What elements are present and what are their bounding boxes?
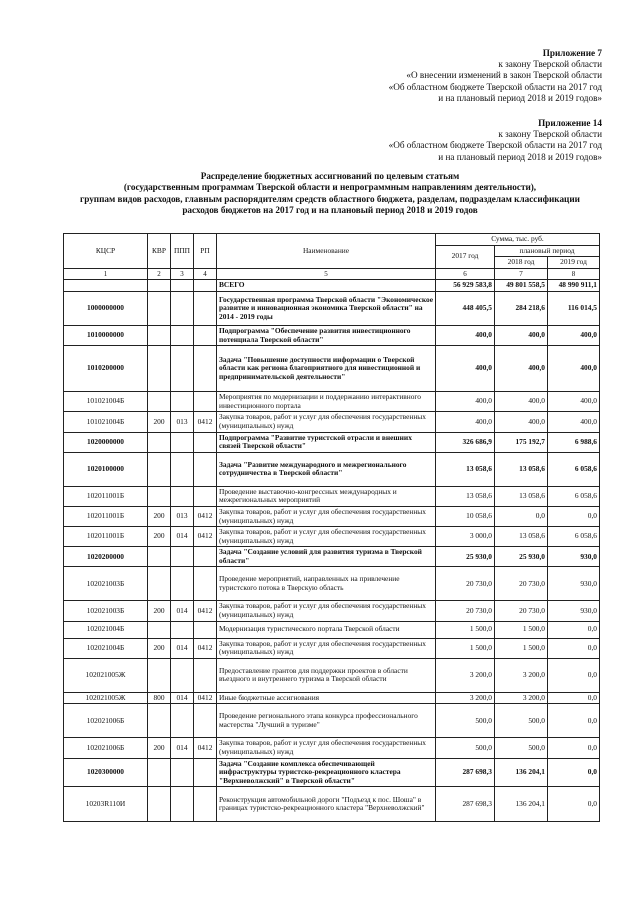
kcsr-cell: 1020100000 — [64, 452, 148, 486]
kcsr-cell: 102021003Б — [64, 567, 148, 601]
kcsr-cell: 102021006Б — [64, 738, 148, 758]
column-number: 2 — [148, 268, 171, 280]
kcsr-cell: 1020000000 — [64, 432, 148, 452]
name-cell: Подпрограмма "Обеспечение развития инвестиционного потенциала Тверской области" — [217, 325, 436, 345]
table-body — [64, 280, 600, 822]
amount-2019-cell: 930,0 — [548, 601, 600, 621]
kvr-cell — [148, 758, 171, 787]
kvr-cell — [148, 567, 171, 601]
amount-2018-cell: 400,0 — [495, 346, 548, 392]
ppp-cell — [171, 452, 194, 486]
kcsr-cell: 102021005Ж — [64, 658, 148, 692]
name-cell: Государственная программа Тверской области "Экономическое развитие и инновационная экономика Тверской области" на 2014 - 2019 годы — [217, 291, 436, 325]
amount-2017-cell: 500,0 — [436, 704, 495, 738]
kcsr-cell: 1010200000 — [64, 346, 148, 392]
budget-table — [63, 233, 600, 822]
annex-14-line: к закону Тверской области — [498, 129, 602, 140]
kvr-cell: 200 — [148, 412, 171, 432]
kvr-cell — [148, 291, 171, 325]
amount-2017-cell: 326 686,9 — [436, 432, 495, 452]
amount-2019-cell: 0,0 — [548, 704, 600, 738]
title-line: Распределение бюджетных ассигнований по целевым статьям — [200, 171, 460, 181]
column-number: 1 — [64, 268, 148, 280]
amount-2018-cell: 25 930,0 — [495, 547, 548, 567]
amount-2019-cell: 930,0 — [548, 547, 600, 567]
ppp-cell — [171, 787, 194, 822]
name-cell: Задача "Развитие международного и межрегионального сотрудничества в Тверской области" — [217, 452, 436, 486]
name-cell: Задача "Создание комплекса обеспечивающей инфраструктуры туристско-рекреационного кластера "Верхневолжский" в Тверской области" — [217, 758, 436, 787]
name-cell: Проведение регионального этапа конкурса профессионального мастерства "Лучший в туризме" — [217, 704, 436, 738]
rp-cell — [194, 486, 217, 506]
name-cell: Проведение мероприятий, направленных на привлечение туристского потока в Тверскую область — [217, 567, 436, 601]
table-row — [64, 621, 600, 638]
kcsr-cell: 1020300000 — [64, 758, 148, 787]
amount-2017-cell: 400,0 — [436, 346, 495, 392]
amount-2018-cell: 0,0 — [495, 506, 548, 526]
amount-2017-cell: 287 698,3 — [436, 787, 495, 822]
amount-2018-cell: 13 058,6 — [495, 452, 548, 486]
amount-2019-cell: 6 058,6 — [548, 452, 600, 486]
rp-cell — [194, 432, 217, 452]
kvr-cell: 200 — [148, 601, 171, 621]
table-row — [64, 738, 600, 758]
ppp-cell — [171, 325, 194, 345]
kvr-cell: 200 — [148, 638, 171, 658]
kvr-cell — [148, 704, 171, 738]
rp-cell — [194, 452, 217, 486]
name-cell: Закупка товаров, работ и услуг для обеспечения государственных (муниципальных) нужд — [217, 412, 436, 432]
header-sum: Сумма, тыс. руб. — [436, 234, 600, 246]
ppp-cell: 014 — [171, 638, 194, 658]
amount-2018-cell: 1 500,0 — [495, 621, 548, 638]
kvr-cell: 200 — [148, 738, 171, 758]
amount-2019-cell: 400,0 — [548, 346, 600, 392]
kcsr-cell: 101021004Б — [64, 392, 148, 412]
ppp-cell: 014 — [171, 601, 194, 621]
kcsr-cell: 102011001Б — [64, 486, 148, 506]
name-cell: ВСЕГО — [217, 280, 436, 292]
column-number: 7 — [495, 268, 548, 280]
ppp-cell: 013 — [171, 506, 194, 526]
rp-cell — [194, 567, 217, 601]
amount-2019-cell: 400,0 — [548, 392, 600, 412]
name-cell: Предоставление грантов для поддержки проектов в области въездного и внутреннего туризма в Тверской области — [217, 658, 436, 692]
ppp-cell: 014 — [171, 692, 194, 704]
amount-2019-cell: 0,0 — [548, 787, 600, 822]
amount-2017-cell: 3 200,0 — [436, 658, 495, 692]
column-number: 8 — [548, 268, 600, 280]
kcsr-cell: 10203R110И — [64, 787, 148, 822]
table-row — [64, 346, 600, 392]
kvr-cell — [148, 346, 171, 392]
amount-2019-cell: 0,0 — [548, 506, 600, 526]
rp-cell — [194, 658, 217, 692]
ppp-cell: 014 — [171, 527, 194, 547]
amount-2019-cell: 930,0 — [548, 567, 600, 601]
header-ppp: ППП — [171, 234, 194, 269]
header-name: Наименование — [217, 234, 436, 269]
amount-2018-cell: 3 200,0 — [495, 692, 548, 704]
ppp-cell — [171, 547, 194, 567]
amount-2017-cell: 13 058,6 — [436, 486, 495, 506]
rp-cell — [194, 280, 217, 292]
table-row — [64, 787, 600, 822]
amount-2017-cell: 25 930,0 — [436, 547, 495, 567]
amount-2019-cell: 0,0 — [548, 758, 600, 787]
annex-7-line: и на плановый период 2018 и 2019 годов» — [438, 92, 602, 103]
amount-2018-cell: 400,0 — [495, 392, 548, 412]
name-cell: Иные бюджетные ассигнования — [217, 692, 436, 704]
ppp-cell — [171, 392, 194, 412]
table-row — [64, 601, 600, 621]
ppp-cell: 013 — [171, 412, 194, 432]
kcsr-cell: 102011001Б — [64, 506, 148, 526]
header-plan-period: плановый период — [495, 245, 600, 257]
rp-cell: 0412 — [194, 527, 217, 547]
amount-2018-cell: 136 204,1 — [495, 787, 548, 822]
amount-2017-cell: 400,0 — [436, 325, 495, 345]
amount-2017-cell: 1 500,0 — [436, 638, 495, 658]
amount-2017-cell: 1 500,0 — [436, 621, 495, 638]
amount-2019-cell: 0,0 — [548, 621, 600, 638]
amount-2018-cell: 284 218,6 — [495, 291, 548, 325]
amount-2017-cell: 500,0 — [436, 738, 495, 758]
kvr-cell — [148, 432, 171, 452]
ppp-cell — [171, 280, 194, 292]
annex-14-heading: Приложение 14 — [538, 118, 602, 128]
amount-2019-cell: 116 014,5 — [548, 291, 600, 325]
table-row — [64, 325, 600, 345]
rp-cell — [194, 621, 217, 638]
title-line: расходов бюджетов на 2017 год и на плановый период 2018 и 2019 годов — [182, 205, 478, 216]
amount-2019-cell: 48 990 911,1 — [548, 280, 600, 292]
ppp-cell — [171, 621, 194, 638]
rp-cell: 0412 — [194, 738, 217, 758]
rp-cell: 0412 — [194, 412, 217, 432]
table-row — [64, 392, 600, 412]
amount-2018-cell: 49 801 558,5 — [495, 280, 548, 292]
amount-2018-cell: 13 058,6 — [495, 486, 548, 506]
kvr-cell — [148, 280, 171, 292]
rp-cell — [194, 392, 217, 412]
table-row — [64, 486, 600, 506]
rp-cell — [194, 787, 217, 822]
rp-cell — [194, 758, 217, 787]
kcsr-cell — [64, 280, 148, 292]
rp-cell: 0412 — [194, 638, 217, 658]
name-cell: Проведение выставочно-конгрессных международных и межрегиональных мероприятий — [217, 486, 436, 506]
amount-2017-cell: 400,0 — [436, 392, 495, 412]
rp-cell: 0412 — [194, 692, 217, 704]
annex-14-header — [389, 118, 602, 163]
title-line: группам видов расходов, главным распорядителям средств областного бюджета, разделам, подразделам классификации — [80, 193, 580, 204]
rp-cell — [194, 346, 217, 392]
kvr-cell — [148, 325, 171, 345]
annex-7-heading: Приложение 7 — [542, 48, 602, 58]
amount-2017-cell: 20 730,0 — [436, 601, 495, 621]
amount-2017-cell: 400,0 — [436, 412, 495, 432]
name-cell: Закупка товаров, работ и услуг для обеспечения государственных (муниципальных) нужд — [217, 738, 436, 758]
kvr-cell — [148, 787, 171, 822]
kcsr-cell: 1020200000 — [64, 547, 148, 567]
table-row — [64, 638, 600, 658]
name-cell: Задача "Повышение доступности информации о Тверской области как региона благоприятного для инвестиционной и предпринимательской деятельности" — [217, 346, 436, 392]
ppp-cell — [171, 291, 194, 325]
kvr-cell — [148, 392, 171, 412]
annex-7-header — [389, 48, 602, 104]
amount-2018-cell: 175 192,7 — [495, 432, 548, 452]
kvr-cell — [148, 658, 171, 692]
amount-2018-cell: 3 200,0 — [495, 658, 548, 692]
amount-2018-cell: 500,0 — [495, 704, 548, 738]
amount-2019-cell: 0,0 — [548, 692, 600, 704]
table-row — [64, 567, 600, 601]
header-kvr: КВР — [148, 234, 171, 269]
kvr-cell — [148, 486, 171, 506]
amount-2018-cell: 136 204,1 — [495, 758, 548, 787]
amount-2019-cell: 400,0 — [548, 412, 600, 432]
annex-7-line: «О внесении изменений в закон Тверской области — [406, 70, 602, 81]
name-cell: Реконструкция автомобильной дороги "Подъезд к пос. Шоша" в границах туристско-рекреационного кластера "Верхневолжский" — [217, 787, 436, 822]
amount-2017-cell: 3 200,0 — [436, 692, 495, 704]
ppp-cell — [171, 658, 194, 692]
document-title — [60, 171, 600, 217]
name-cell: Мероприятия по модернизации и поддержанию интерактивного инвестиционного портала — [217, 392, 436, 412]
amount-2018-cell: 1 500,0 — [495, 638, 548, 658]
ppp-cell — [171, 758, 194, 787]
table-row — [64, 280, 600, 292]
header-rp: РП — [194, 234, 217, 269]
table-row — [64, 432, 600, 452]
kvr-cell: 200 — [148, 527, 171, 547]
amount-2019-cell: 6 988,6 — [548, 432, 600, 452]
rp-cell — [194, 704, 217, 738]
ppp-cell — [171, 567, 194, 601]
name-cell: Подпрограмма "Развитие туристской отрасли и внешних связей Тверской области" — [217, 432, 436, 452]
name-cell: Закупка товаров, работ и услуг для обеспечения государственных (муниципальных) нужд — [217, 527, 436, 547]
amount-2019-cell: 400,0 — [548, 325, 600, 345]
ppp-cell — [171, 432, 194, 452]
kcsr-cell: 102021006Б — [64, 704, 148, 738]
amount-2017-cell: 13 058,6 — [436, 452, 495, 486]
amount-2017-cell: 56 929 583,8 — [436, 280, 495, 292]
amount-2019-cell: 0,0 — [548, 658, 600, 692]
annex-14-line: и на плановый период 2018 и 2019 годов» — [438, 151, 602, 162]
name-cell: Закупка товаров, работ и услуг для обеспечения государственных (муниципальных) нужд — [217, 638, 436, 658]
table-row — [64, 412, 600, 432]
header-2019: 2019 год — [548, 257, 600, 269]
rp-cell: 0412 — [194, 506, 217, 526]
kcsr-cell: 101021004Б — [64, 412, 148, 432]
kcsr-cell: 102021005Ж — [64, 692, 148, 704]
title-line: (государственным программам Тверской области и непрограммным направлениям деятельности), — [123, 182, 537, 193]
kvr-cell — [148, 452, 171, 486]
amount-2017-cell: 10 058,6 — [436, 506, 495, 526]
amount-2019-cell: 6 058,6 — [548, 527, 600, 547]
table-row — [64, 758, 600, 787]
kcsr-cell: 102011001Б — [64, 527, 148, 547]
table-row — [64, 704, 600, 738]
kcsr-cell: 102021004Б — [64, 638, 148, 658]
header-kcsr: КЦСР — [64, 234, 148, 269]
amount-2019-cell: 6 058,6 — [548, 486, 600, 506]
rp-cell — [194, 547, 217, 567]
kcsr-cell: 102021003Б — [64, 601, 148, 621]
table-row — [64, 452, 600, 486]
amount-2017-cell: 20 730,0 — [436, 567, 495, 601]
column-number: 5 — [217, 268, 436, 280]
amount-2019-cell: 0,0 — [548, 638, 600, 658]
amount-2018-cell: 20 730,0 — [495, 601, 548, 621]
kcsr-cell: 1000000000 — [64, 291, 148, 325]
column-number: 6 — [436, 268, 495, 280]
amount-2018-cell: 20 730,0 — [495, 567, 548, 601]
rp-cell: 0412 — [194, 601, 217, 621]
kcsr-cell: 102021004Б — [64, 621, 148, 638]
ppp-cell: 014 — [171, 738, 194, 758]
header-2018: 2018 год — [495, 257, 548, 269]
rp-cell — [194, 325, 217, 345]
amount-2019-cell: 0,0 — [548, 738, 600, 758]
name-cell: Задача "Создание условий для развития туризма в Тверской области" — [217, 547, 436, 567]
amount-2017-cell: 287 698,3 — [436, 758, 495, 787]
ppp-cell — [171, 704, 194, 738]
rp-cell — [194, 291, 217, 325]
table-row — [64, 291, 600, 325]
amount-2018-cell: 500,0 — [495, 738, 548, 758]
table-row — [64, 527, 600, 547]
annex-14-line: «Об областном бюджете Тверской области на 2017 год — [388, 140, 602, 151]
table-row — [64, 692, 600, 704]
annex-7-line: «Об областном бюджете Тверской области на 2017 год — [388, 81, 602, 92]
table-row — [64, 506, 600, 526]
header-2017: 2017 год — [436, 245, 495, 268]
table-row — [64, 658, 600, 692]
table-row — [64, 547, 600, 567]
ppp-cell — [171, 346, 194, 392]
kvr-cell: 800 — [148, 692, 171, 704]
amount-2017-cell: 3 000,0 — [436, 527, 495, 547]
kvr-cell — [148, 621, 171, 638]
amount-2018-cell: 400,0 — [495, 412, 548, 432]
name-cell: Закупка товаров, работ и услуг для обеспечения государственных (муниципальных) нужд — [217, 601, 436, 621]
kcsr-cell: 1010000000 — [64, 325, 148, 345]
name-cell: Модернизация туристического портала Тверской области — [217, 621, 436, 638]
name-cell: Закупка товаров, работ и услуг для обеспечения государственных (муниципальных) нужд — [217, 506, 436, 526]
column-number: 3 — [171, 268, 194, 280]
kvr-cell — [148, 547, 171, 567]
amount-2018-cell: 13 058,6 — [495, 527, 548, 547]
amount-2017-cell: 448 405,5 — [436, 291, 495, 325]
amount-2018-cell: 400,0 — [495, 325, 548, 345]
ppp-cell — [171, 486, 194, 506]
column-number: 4 — [194, 268, 217, 280]
annex-7-line: к закону Тверской области — [498, 59, 602, 70]
kvr-cell: 200 — [148, 506, 171, 526]
